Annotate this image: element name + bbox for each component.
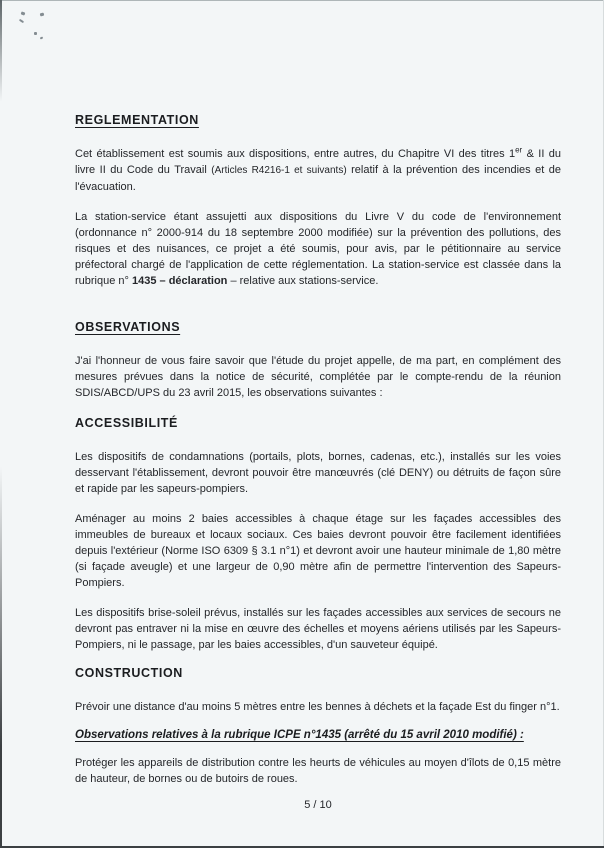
para-text: Cet établissement est soumis aux dispositions, entre autres, du Chapitre VI des titres 1 <box>75 148 516 160</box>
paragraph-accessibilite-1: Les dispositifs de condamnations (portails, plots, bornes, cadenas, etc.), installés sur les voies desservant l'établissement, devront pouvoir être manœuvrés (clé DENY) ou détruits de façon sûre et rapide par les sapeurs-pompiers. <box>75 451 561 495</box>
para-text: relatif à la prévention des incendies et de l'évacuation. <box>75 164 561 193</box>
section-heading-construction: CONSTRUCTION <box>75 666 183 680</box>
section-heading-reglementation: REGLEMENTATION <box>75 113 199 127</box>
scan-edge-top <box>0 0 604 1</box>
subheading-icpe-rubrique: Observations relatives à la rubrique ICPE n°1435 (arrêté du 15 avril 2010 modifié) : <box>75 729 524 741</box>
page-number: 5 / 10 <box>304 799 332 811</box>
paragraph-reglementation-2 <box>75 209 561 289</box>
scan-edge-left <box>0 0 2 848</box>
scan-speck <box>19 19 24 24</box>
paragraph-accessibilite-3: Les dispositifs brise-soleil prévus, installés sur les façades accessibles aux services de secours ne devront pas entraver ni la mise en œuvre des échelles et moyens aériens utilisés par les Sapeurs-Pompiers, ni le passage, par les baies accessibles, d'un sauveteur équipé. <box>75 607 561 651</box>
para-text-small: (Articles R4216-1 et suivants) <box>211 165 347 176</box>
para-text: La station-service étant assujetti aux dispositions du Livre V du code de l'environnement (ordonnance n° 2000-914 du 18 septembre 2000 modifiée) sur la prévention des pollutions, des risques et des nuisances, ce projet a été soumis, pour avis, par le pétitionnaire au service préfectoral chargé de l'application de cette réglementation. La station-service est classée dans la rubrique n° <box>75 211 561 287</box>
paragraph-construction-1: Prévoir une distance d'au moins 5 mètres entre les bennes à déchets et la façade Est du finger n°1. <box>75 701 560 713</box>
section-heading-observations: OBSERVATIONS <box>75 320 181 334</box>
section-heading-accessibilite: ACCESSIBILITÉ <box>75 416 178 430</box>
paragraph-icpe-1: Protéger les appareils de distribution contre les heurts de véhicules au moyen d'îlots de 0,15 mètre de hauteur, de bornes ou de butoirs de roues. <box>75 757 561 785</box>
para-text: & II du livre II du Code du Travail <box>75 148 561 176</box>
scan-speck <box>21 11 26 15</box>
para-text-bold: 1435 – déclaration <box>132 275 228 287</box>
superscript-er: er <box>515 145 523 155</box>
para-text: – relative aux stations-service. <box>227 275 379 287</box>
paragraph-reglementation-1 <box>75 146 561 195</box>
paragraph-observations-1: J'ai l'honneur de vous faire savoir que l'étude du projet appelle, de ma part, en complément des mesures prévues dans la notice de sécurité, complétée par le compte-rendu de la réunion SDIS/ABCD/UPS du 23 avril 2015, les observations suivantes : <box>75 355 561 399</box>
document-body <box>75 112 561 813</box>
scan-edge-bottom <box>0 846 604 848</box>
scan-speck <box>40 13 45 17</box>
scan-speck <box>34 32 37 35</box>
paragraph-accessibilite-2: Aménager au moins 2 baies accessibles à chaque étage sur les façades accessibles des immeubles de bureaux et locaux sociaux. Ces baies devront pouvoir être facilement identifiées depuis l'extérieur (Norme ISO 6309 § 3.1 n°1) et devront avoir une hauteur minimale de 1,80 mètre (si façade aveugle) et une largeur de 0,90 mètre afin de permettre l'intervention des Sapeurs-Pompiers. <box>75 513 561 589</box>
scan-speck <box>40 36 44 39</box>
